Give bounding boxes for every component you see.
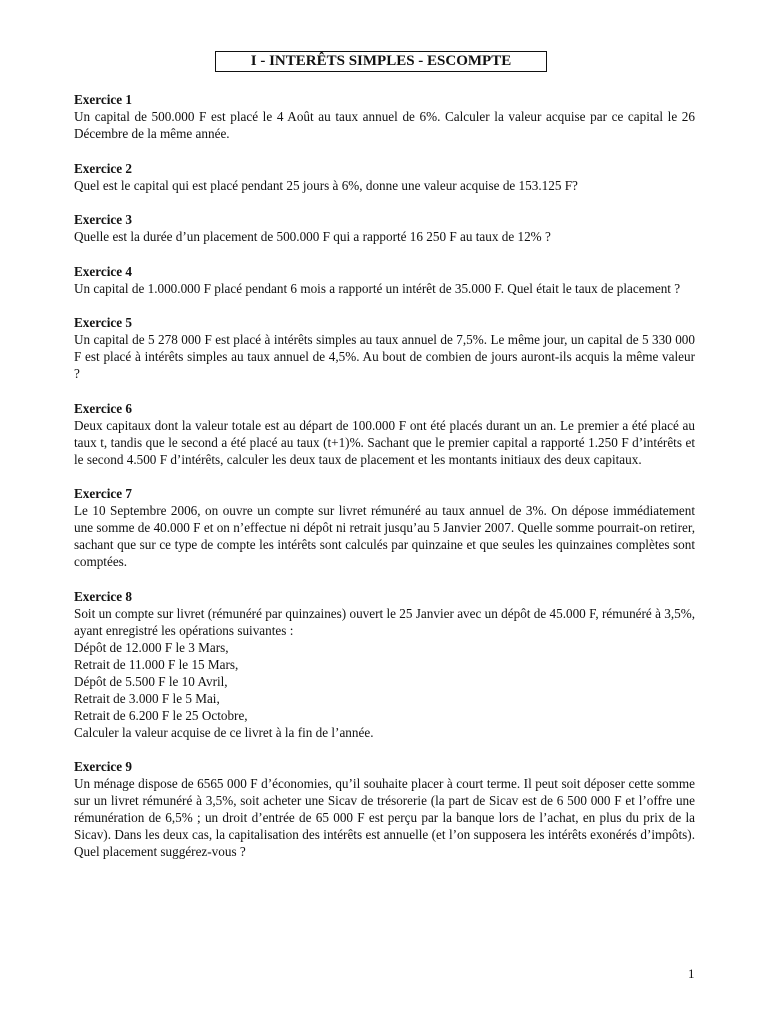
exercise-text: Un capital de 500.000 F est placé le 4 Août au taux annuel de 6%. Calculer la valeur acquise par ce capital le 26 Décembre de la même année. <box>74 109 695 141</box>
exercise-list <box>74 91 695 878</box>
exercise-text: Quel est le capital qui est placé pendant 25 jours à 6%, donne une valeur acquise de 153.125 F? <box>74 177 578 193</box>
operation-item: Retrait de 6.200 F le 25 Octobre, <box>74 707 248 723</box>
exercise-text: Un ménage dispose de 6565 000 F d’économies, qu’il souhaite placer à court terme. Il peut soit déposer cette somme sur un livret rémunéré à 3,5%, soit acheter une Sicav de trésorerie (la part de Sicav est de 6 500 000 F et l’offre une rémunération de 6,5% ; un droit d’entrée de 65 000 F est perçu par la banque lors de l’achat, en plus du prix de la Sicav). Dans les deux cas, la capitalisation des intérêts est annuelle (et l’on supposera les intérêts exonérés d’impôts). Quel placement suggérez-vous ? <box>74 776 695 859</box>
exercise-title: Exercice 6 <box>74 400 132 416</box>
exercise-1 <box>74 91 695 142</box>
exercise-title: Exercice 8 <box>74 588 132 604</box>
exercise-6 <box>74 400 695 468</box>
exercise-text: Un capital de 5 278 000 F est placé à intérêts simples au taux annuel de 7,5%. Le même jour, un capital de 5 330 000 F est placé à intérêts simples au taux annuel de 4,5%. Au bout de combien de jours auront-ils acquis la même valeur ? <box>74 332 695 381</box>
operation-item: Dépôt de 5.500 F le 10 Avril, <box>74 673 228 689</box>
operation-item: Dépôt de 12.000 F le 3 Mars, <box>74 639 229 655</box>
exercise-text: Deux capitaux dont la valeur totale est au départ de 100.000 F ont été placés durant un an. Le premier a été placé au taux t, tandis que le second a été placé au taux (t+1)%. Sachant que le premier capital a rapporté 1.250 F d’intérêts et le second 4.500 F d’intérêts, calculer les deux taux de placement et les montants initiaux des deux capitaux. <box>74 417 695 467</box>
exercise-closing: Calculer la valeur acquise de ce livret à la fin de l’année. <box>74 724 374 740</box>
exercise-title: Exercice 9 <box>74 759 132 774</box>
operations-list <box>74 639 695 724</box>
exercise-7 <box>74 485 695 570</box>
exercise-title: Exercice 5 <box>74 315 132 330</box>
exercise-4 <box>74 263 695 297</box>
exercise-text: Quelle est la durée d’un placement de 500.000 F qui a rapporté 16 250 F au taux de 12% ? <box>74 229 551 244</box>
exercise-text: Un capital de 1.000.000 F placé pendant 6 mois a rapporté un intérêt de 35.000 F. Quel était le taux de placement ? <box>74 280 681 296</box>
exercise-title: Exercice 1 <box>74 92 132 107</box>
exercise-8 <box>74 588 695 741</box>
exercise-5 <box>74 314 695 382</box>
exercise-2 <box>74 160 695 194</box>
page-number: 1 <box>688 966 695 981</box>
exercise-3 <box>74 211 695 245</box>
exercise-title: Exercice 7 <box>74 486 132 501</box>
exercise-text: Soit un compte sur livret (rémunéré par quinzaines) ouvert le 25 Janvier avec un dépôt de 45.000 F, rémunéré à 3,5%, ayant enregistré les opérations suivantes : <box>74 605 695 638</box>
exercise-9 <box>74 758 695 860</box>
operation-item: Retrait de 11.000 F le 15 Mars, <box>74 656 239 672</box>
exercise-title: Exercice 4 <box>74 263 132 279</box>
exercise-text: Le 10 Septembre 2006, on ouvre un compte sur livret rémunéré au taux annuel de 3%. On dépose immédiatement une somme de 40.000 F et on n’effectue ni dépôt ni retrait jusqu’au 5 Janvier 2007. Quelle somme pourrait-on retirer, sachant que sur ce type de compte les intérêts sont calculés par quinzaine et que seules les quinzaines complètes sont comptées. <box>74 503 695 569</box>
exercise-title: Exercice 3 <box>74 212 132 227</box>
page-title: I - INTERÊTS SIMPLES - ESCOMPTE <box>215 51 547 72</box>
operation-item: Retrait de 3.000 F le 5 Mai, <box>74 690 220 706</box>
exercise-title: Exercice 2 <box>74 160 132 176</box>
